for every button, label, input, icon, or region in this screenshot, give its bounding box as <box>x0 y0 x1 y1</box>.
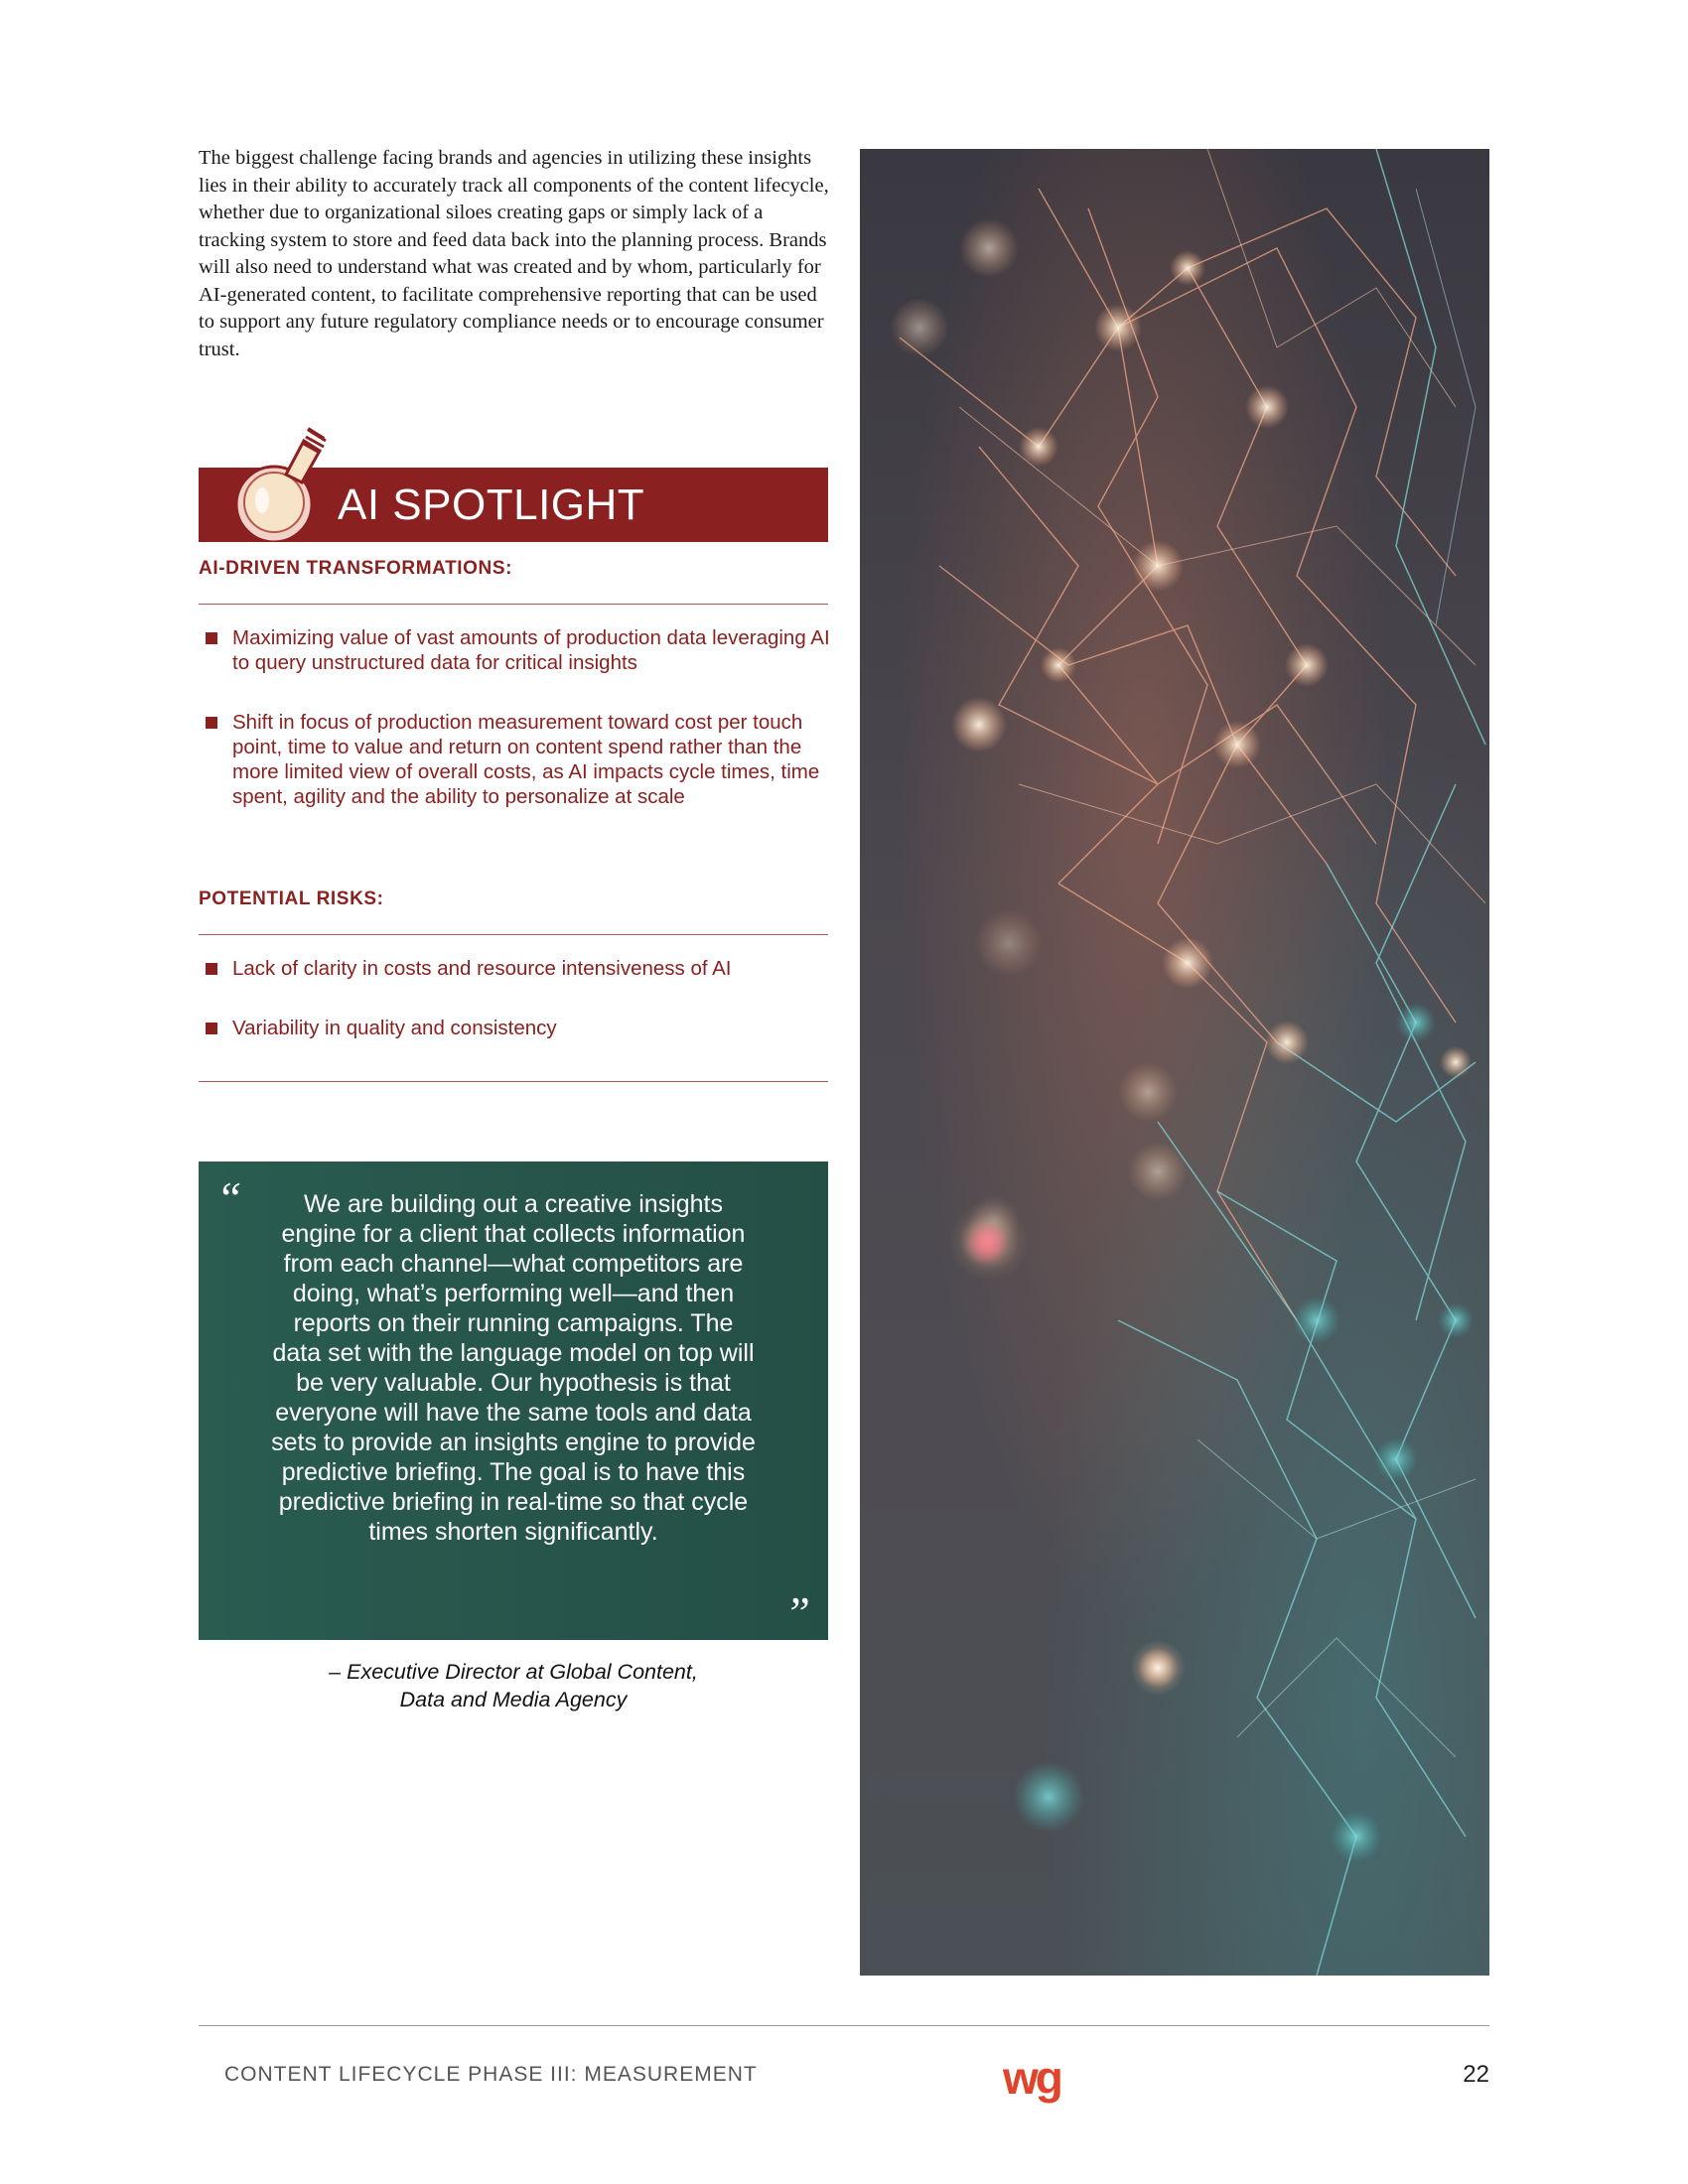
bullet-square-icon <box>206 963 217 975</box>
close-quote-mark: ” <box>784 1587 810 1638</box>
divider <box>199 1081 828 1082</box>
pull-quote-box <box>199 1161 828 1640</box>
list-item: Maximizing value of vast amounts of production data leveraging AI to query unstructured data for critical insights <box>199 625 834 675</box>
risks-list <box>199 956 834 1040</box>
intro-paragraph: The biggest challenge facing brands and agencies in utilizing these insights lies in their ability to accurately track all components of the content lifecycle, whether due to organizational siloes creating gaps or simply lack of a tracking system to store and feed data back into the planning process. Brands will also need to understand what was created and by whom, particularly for AI-generated content, to facilitate comprehensive reporting that can be used to support any future regulatory compliance needs or to encourage consumer trust. <box>199 147 829 360</box>
open-quote-mark: “ <box>216 1172 242 1223</box>
network-photo <box>860 149 1489 1976</box>
footer-section-label: CONTENT LIFECYCLE PHASE III: MEASUREMENT <box>224 2063 758 2086</box>
transformations-heading: AI-DRIVEN TRANSFORMATIONS: <box>199 558 513 579</box>
list-item: Shift in focus of production measurement toward cost per touch point, time to value and return on content spend rather than the more limited view of overall costs, as AI impacts cycle times, time spent, agility and the ability to personalize at scale <box>199 710 834 809</box>
bullet-square-icon <box>206 1023 217 1034</box>
wg-logo: wg <box>1003 2052 1060 2104</box>
quote-attribution: – Executive Director at Global Content, Data and Media Agency <box>329 1660 698 1711</box>
transformations-list <box>199 625 834 809</box>
lightbulb-icon <box>224 413 334 542</box>
bullet-square-icon <box>206 717 217 729</box>
divider <box>199 934 828 935</box>
bullet-square-icon <box>206 632 217 644</box>
footer-divider <box>199 2025 1489 2026</box>
ai-spotlight-title: AI SPOTLIGHT <box>338 480 645 529</box>
page-number: 22 <box>1463 2061 1489 2088</box>
list-item: Lack of clarity in costs and resource intensiveness of AI <box>199 956 834 981</box>
divider <box>199 604 828 605</box>
list-item: Variability in quality and consistency <box>199 1016 834 1040</box>
pull-quote-text: We are building out a creative insights engine for a client that collects information from each channel—what competitors are doing, what’s performing well—and then reports on their running campaigns. The data set with the language model on top will be very valuable. Our hypothesis is that everyone will have the same tools and data sets to provide an insights engine to provide predictive briefing. The goal is to have this predictive briefing in real-time so that cycle times shorten significantly. <box>271 1190 756 1546</box>
risks-heading: POTENTIAL RISKS: <box>199 888 384 909</box>
network-illustration <box>860 149 1489 1976</box>
